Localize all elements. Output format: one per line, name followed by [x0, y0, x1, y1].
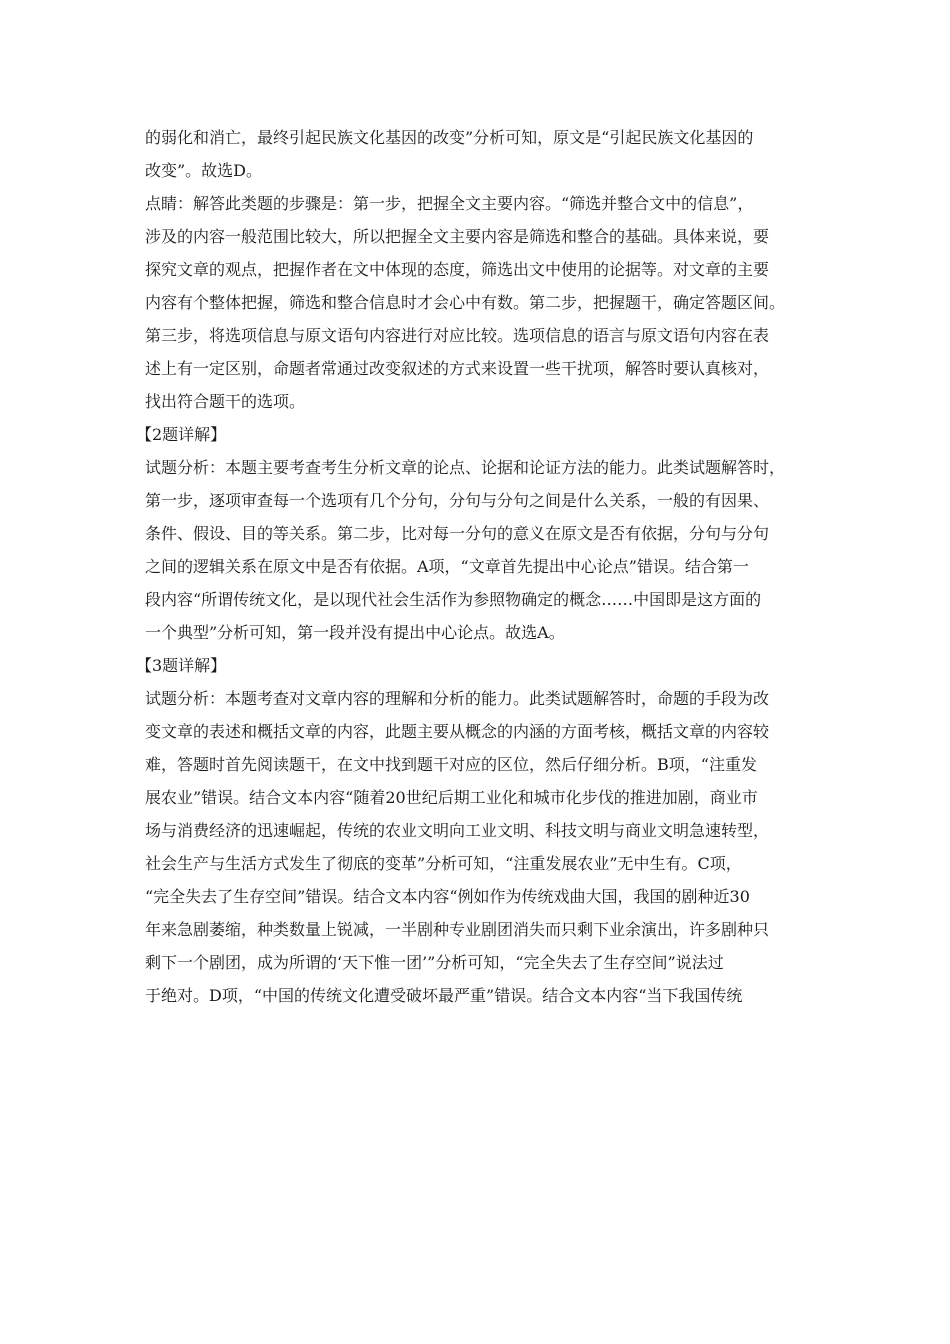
document-body [136, 121, 815, 1012]
section-heading-q3: 【3题详解】 [136, 656, 227, 675]
text-line: 探究文章的观点，把握作者在文中体现的态度，筛选出文中使用的论据等。对文章的主要 [145, 260, 770, 279]
text-line: 社会生产与生活方式发生了彻底的变革”分析可知，“注重发展农业”无中生有。C项， [145, 854, 742, 873]
text-line: 变文章的表述和概括文章的内容，此题主要从概念的内涵的方面考核，概括文章的内容较 [145, 722, 770, 741]
text-line: 难，答题时首先阅读题干，在文中找到题干对应的区位，然后仔细分析。B项，“注重发 [145, 755, 757, 774]
text-line: 条件、假设、目的等关系。第二步，比对每一分句的意义在原文是否有依据，分句与分句 [145, 524, 770, 543]
text-line: 第三步，将选项信息与原文语句内容进行对应比较。选项信息的语言与原文语句内容在表 [145, 326, 770, 345]
text-line: 一个典型”分析可知，第一段并没有提出中心论点。故选A。 [145, 623, 565, 642]
text-line: 于绝对。D项，“中国的传统文化遭受破坏最严重”错误。结合文本内容“当下我国传统 [145, 986, 743, 1005]
text-line: 找出符合题干的选项。 [145, 392, 306, 411]
text-line: 之间的逻辑关系在原文中是否有依据。A项，“文章首先提出中心论点”错误。结合第一 [145, 557, 749, 576]
text-line: “完全失去了生存空间”错误。结合文本内容“例如作为传统戏曲大国，我国的剧种近30 [145, 887, 750, 906]
text-line: 涉及的内容一般范围比较大，所以把握全文主要内容是筛选和整合的基础。具体来说，要 [145, 227, 770, 246]
text-line: 第一步，逐项审查每一个选项有几个分句，分句与分句之间是什么关系，一般的有因果、 [145, 491, 770, 510]
text-line: 内容有个整体把握，筛选和整合信息时才会心中有数。第二步，把握题干，确定答题区间。 [145, 293, 786, 312]
text-line: 展农业”错误。结合文本内容“随着20世纪后期工业化和城市化步伐的推进加剧，商业市 [145, 788, 758, 807]
text-line: 的弱化和消亡，最终引起民族文化基因的改变”分析可知，原文是“引起民族文化基因的 [145, 128, 754, 147]
text-line: 试题分析：本题主要考查考生分析文章的论点、论据和论证方法的能力。此类试题解答时， [145, 458, 786, 477]
text-line: 段内容“所谓传统文化，是以现代社会生活作为参照物确定的概念……中国即是这方面的 [145, 590, 762, 609]
text-line: 年来急剧萎缩，种类数量上锐减，一半剧种专业剧团消失而只剩下业余演出，许多剧种只 [145, 920, 770, 939]
text-line: 改变”。故选D。 [145, 161, 263, 180]
section-heading-q2: 【2题详解】 [136, 425, 227, 444]
text-line: 述上有一定区别，命题者常通过改变叙述的方式来设置一些干扰项，解答时要认真核对， [145, 359, 770, 378]
text-line: 点睛：解答此类题的步骤是：第一步，把握全文主要内容。“筛选并整合文中的信息”， [145, 194, 754, 213]
text-line: 场与消费经济的迅速崛起，传统的农业文明向工业文明、科技文明与商业文明急速转型， [145, 821, 770, 840]
text-line: 试题分析：本题考查对文章内容的理解和分析的能力。此类试题解答时，命题的手段为改 [145, 689, 770, 708]
text-line: 剩下一个剧团，成为所谓的‘天下惟一团’”分析可知，“完全失去了生存空间”说法过 [145, 953, 724, 972]
